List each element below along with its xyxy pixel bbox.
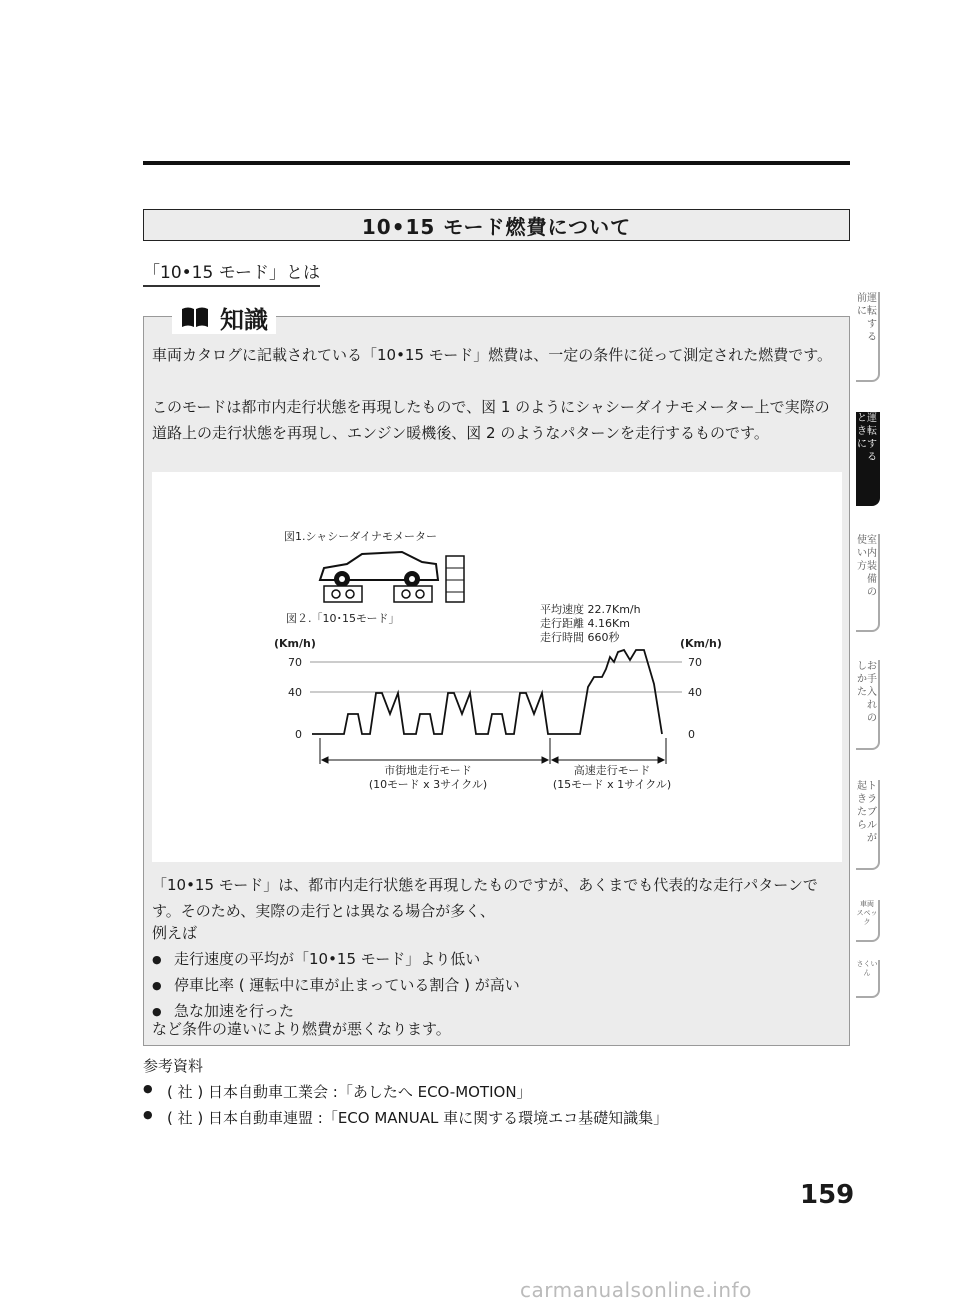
bullet-dot-icon: ● (143, 1108, 153, 1121)
side-tab-index[interactable] (856, 960, 880, 998)
side-tab-trouble[interactable] (856, 780, 880, 870)
car-illustration (320, 552, 438, 587)
fig2-caption: 図２.「10･15モード」 (286, 612, 400, 625)
conclusion-text: など条件の違いにより燃費が悪くなります。 (152, 1020, 451, 1038)
fig1-caption: 図1.シャシーダイナモメーター (284, 530, 438, 543)
side-tab-text: 使い方 (857, 535, 867, 572)
bullet-dot-icon: ● (152, 1005, 162, 1018)
stat-distance: 走行距離 4.16Km (540, 617, 630, 630)
reference-text: ( 社 ) 日本自動車連盟 :「ECO MANUAL 車に関する環境エコ基礎知識集」 (167, 1109, 669, 1127)
stat-time: 走行時間 660秒 (540, 631, 620, 644)
bullet-dot-icon: ● (152, 953, 162, 966)
bullet-text: 急な加速を行った (174, 1002, 295, 1020)
side-tab-interior[interactable] (856, 534, 880, 632)
knowledge-para-3: 「10•15 モード」は、都市内走行状態を再現したものですが、あくまでも代表的な走行パターンです。そのため、実際の走行とは異なる場合が多く、 (152, 876, 818, 920)
side-tab-text: 車両 (860, 900, 874, 908)
side-tab-text: スペック (856, 909, 878, 926)
side-tab-text: 運転する (867, 413, 877, 463)
side-tab-text: ときに (857, 413, 867, 450)
reference-item (143, 1107, 668, 1128)
tick-right-0: 0 (688, 728, 695, 741)
side-tab-text: トラブルが (867, 781, 877, 844)
side-tab-text: さくいん (856, 960, 878, 977)
top-rule (143, 161, 850, 165)
tick-left-40: 40 (288, 686, 302, 699)
book-icon (180, 305, 210, 329)
tick-right-70: 70 (688, 656, 702, 669)
bullet-text: 停車比率 ( 運転中に車が止まっている割合 ) が高い (174, 976, 520, 994)
urban-mode-label: 市街地走行モード (384, 764, 472, 777)
tick-left-70: 70 (288, 656, 302, 669)
tick-left-0: 0 (295, 728, 302, 741)
example-intro-text: 例えば (152, 924, 198, 942)
stat-avg-speed: 平均速度 22.7Km/h (540, 603, 641, 616)
knowledge-header (172, 300, 276, 334)
figure-panel (152, 472, 842, 862)
side-tab-while-driving[interactable] (856, 412, 880, 506)
urban-mode-cycles: (10モード x 3サイクル) (368, 778, 488, 791)
reference-text: ( 社 ) 日本自動車工業会 :「あしたへ ECO-MOTION」 (167, 1083, 532, 1101)
side-tab-specs[interactable] (856, 900, 880, 942)
knowledge-para-2: このモードは都市内走行状態を再現したもので、図 1 のようにシャシーダイナモメーター上で実際の道路上の走行状態を再現し、エンジン暖機後、図 2 のようなパターンを走行するものです。 (152, 398, 830, 442)
conclusion (152, 1016, 451, 1042)
section-title: 10•15 モード燃費について (143, 209, 850, 241)
reference-item (143, 1081, 532, 1102)
references-title: 参考資料 (143, 1057, 204, 1075)
example-intro (152, 920, 197, 946)
highway-mode-label: 高速走行モード (573, 764, 651, 777)
axis-unit-right: (Km/h) (680, 637, 722, 650)
bullet-dot-icon: ● (143, 1082, 153, 1095)
side-tab-text: 前に (857, 293, 867, 317)
bullet-dot-icon: ● (152, 979, 162, 992)
knowledge-para-1: 車両カタログに記載されている「10•15 モード」燃費は、一定の条件に従って測定された燃費です。 (152, 346, 832, 364)
side-tab-text: 室内装備の (867, 535, 877, 598)
bullet-item (152, 946, 480, 973)
watermark: carmanualsonline.info (520, 1278, 752, 1302)
bullet-text: 走行速度の平均が「10•15 モード」より低い (174, 950, 481, 968)
page-number: 159 (800, 1180, 855, 1210)
side-tab-text: 運転する (867, 293, 877, 343)
highway-mode-cycles: (15モード x 1サイクル) (552, 778, 672, 791)
figure-svg (152, 472, 842, 862)
tick-right-40: 40 (688, 686, 702, 699)
mode-span-markers (320, 738, 666, 764)
knowledge-label: 知識 (220, 305, 268, 334)
side-tab-text: お手入れの (867, 661, 877, 724)
axis-unit-left: (Km/h) (274, 637, 316, 650)
bullet-item (152, 972, 520, 999)
side-tab-text: しかた (857, 661, 867, 698)
subheading: 「10•15 モード」とは (143, 258, 320, 287)
side-tab-care[interactable] (856, 660, 880, 750)
side-tab-before-driving[interactable] (856, 292, 880, 382)
side-tab-text: 起きたら (857, 781, 867, 831)
